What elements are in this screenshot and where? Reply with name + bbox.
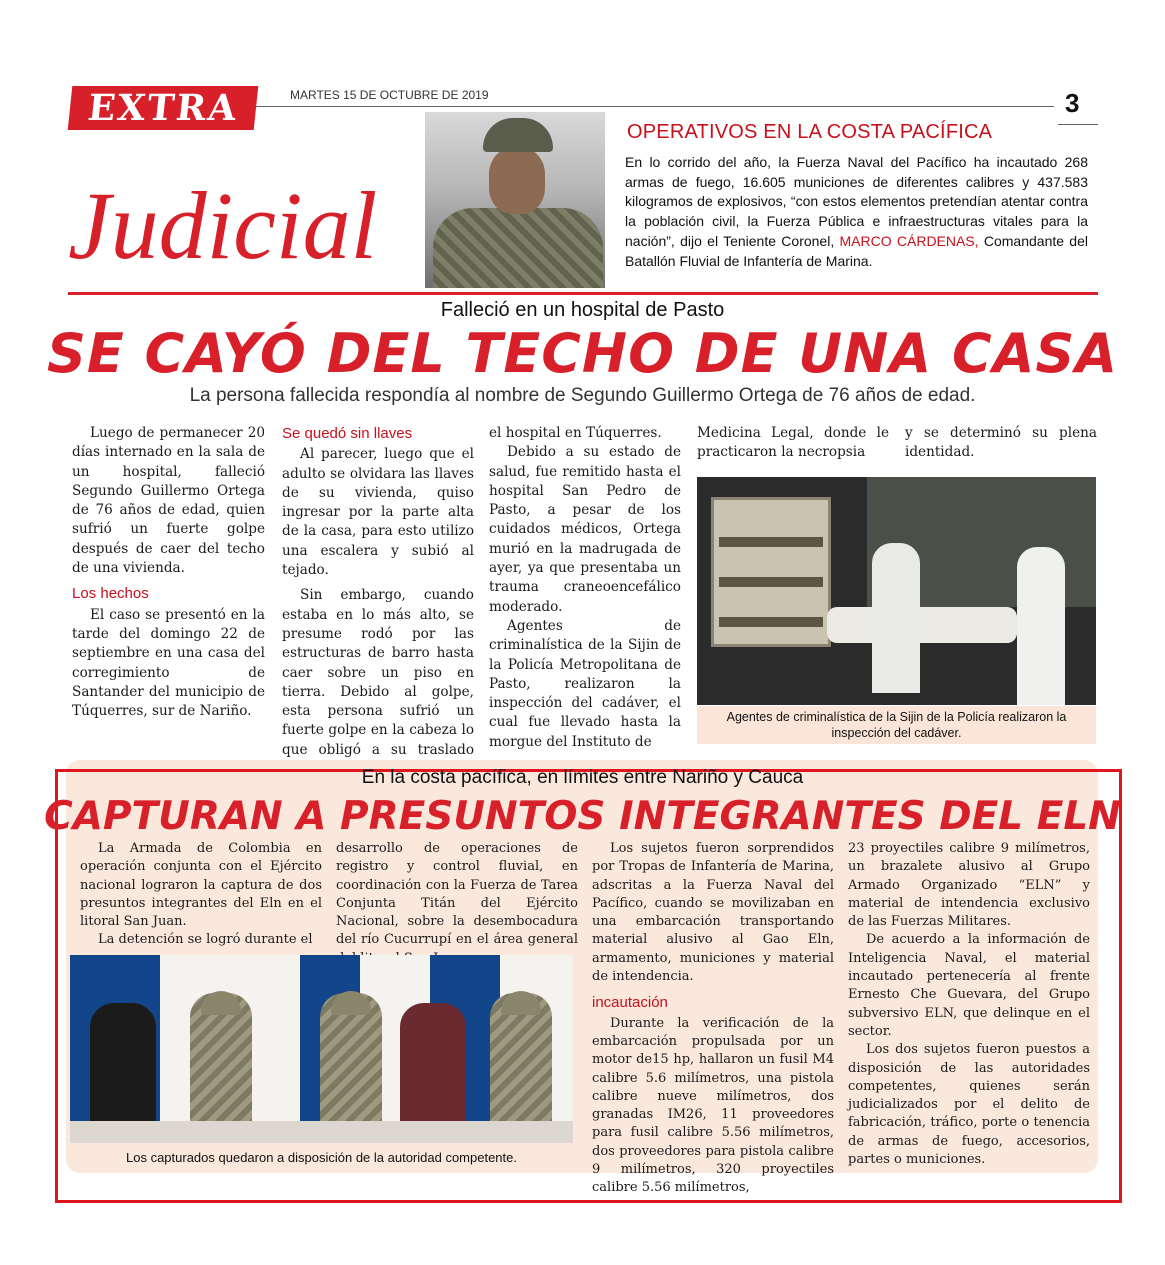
- story1-paragraph: Luego de permanecer 20 días internado en la sala de un hospital, falleció Segundo Guillermo Ortega de 76 años de edad, quien sufrió un fuerte golpe después de caer del techo de una vivienda.: [72, 425, 265, 577]
- story1-paragraph: El caso se presentó en la tarde del domingo 22 de septiembre en una casa del corregimiento de Santander del municipio de Túquerres, sur de Nariño.: [72, 606, 265, 720]
- story2-paragraph: Durante la verificación de la embarcación propulsada por un motor de15 hp, hallaron un fusil M4 calibre 5.6 milímetros, una pistola calibre nueve milímetros, dos granadas IM26, 11 proveedores para fusil calibre 5.56 milímetros, dos proveedores para pistola calibre 9 milímetros, 320 proyectiles calibre 5.56 milímetros,: [592, 1015, 834, 1196]
- story1-subhead: Se quedó sin llaves: [282, 425, 413, 442]
- story2-column-1: [80, 840, 322, 950]
- story2-headline: CAPTURAN A PRESUNTOS INTEGRANTES DEL ELN: [44, 794, 1121, 839]
- story1-column-1: [72, 424, 265, 721]
- extra-logo: EXTRA: [68, 86, 259, 130]
- story1-paragraph: Agentes de criminalística de la Sijin de la Policía Metropolitana de Pasto, realizaron la inspección del cadáver, el cual fue llevado hasta la morgue del Instituto de: [489, 617, 681, 750]
- capture-photo-caption: Los capturados quedaron a disposición de la autoridad competente.: [126, 1150, 517, 1165]
- story2-paragraph: Los dos sujetos fueron puestos a disposición de las autoridades competentes, quienes serán judicializados por el delito de fabricación, tráfico, porte o tenencia de armas de fuego, accesorios, partes o municiones.: [848, 1042, 1090, 1168]
- brief-text-before: En lo corrido del año, la Fuerza Naval del Pacífico ha incautado 268 armas de fuego, 16.605 municiones de diferentes calibres y 437.583 kilogramos de explosivos, “con estos elementos pretendían atentar contra la población civil, la Fuerza Pública e infraestructuras vitales para la nación”, dijo el Teniente Coronel,: [625, 154, 1088, 249]
- issue-date: MARTES 15 DE OCTUBRE DE 2019: [290, 88, 489, 102]
- story2-paragraph: Los sujetos fueron sorprendidos por Tropas de Infantería de Marina, adscritas a la Fuerza Naval del Pacífico, cuando se movilizaban en una embarcación transportando material alusivo al Gao Eln, armamento, municiones y material de intendencia.: [592, 841, 834, 985]
- story1-paragraph: Al parecer, luego que el adulto se olvidara las llaves de su vivienda, quiso ingresar por la parte alta de la casa, para esto utilizo una escalera y subió al tejado.: [282, 446, 474, 579]
- section-rule: [68, 292, 1098, 295]
- story2-paragraph: De acuerdo a la información de Inteligencia Naval, el material incautado pertenecería al frente Ernesto Che Guevara, del Grupo subversivo ELN, que delinque en el sector.: [848, 932, 1090, 1039]
- page-number: 3: [1065, 88, 1080, 118]
- story1-kicker: Falleció en un hospital de Pasto: [440, 299, 725, 321]
- story1-paragraph: Medicina Legal, donde le practicaron la necropsia: [697, 425, 889, 461]
- story1-deck: La persona fallecida respondía al nombre de Segundo Guillermo Ortega de 76 años de edad.: [189, 385, 976, 406]
- brief-text: [625, 153, 1088, 271]
- story1-column-5: [905, 424, 1097, 463]
- story1-paragraph: Sin embargo, cuando estaba en lo más alto, se presume rodó por las estructuras de barro hasta caer sobre un piso en tierra. Debido al golpe, esta persona sufrió un fuerte golpe en la cabeza lo que obligó a su traslado: [282, 587, 474, 758]
- story2-paragraph: desarrollo de operaciones de registro y control fluvial, en coordinación con la Fuerza de Tarea Conjunta Titán del Ejército Nacional, sobre la desembocadura del río Cucurrupí en el área general: [336, 841, 578, 948]
- officer-portrait: [425, 112, 605, 288]
- story2-paragraph: La detención se logró durante el: [98, 932, 313, 948]
- story1-column-3: [489, 424, 681, 752]
- story2-kicker: En la costa pacífica, en límites entre Nariño y Cauca: [361, 767, 804, 788]
- corner-divider: [1058, 124, 1098, 125]
- header-divider: [256, 106, 1054, 107]
- capture-photo: [70, 955, 573, 1143]
- story1-paragraph: y se determinó su plena identidad.: [905, 425, 1097, 461]
- story2-paragraph: La Armada de Colombia en operación conjunta con el Ejército nacional lograron la captura de dos presuntos integrantes del Eln en el litoral San Juan.: [80, 841, 322, 930]
- story2-subhead: incautación: [592, 994, 668, 1012]
- morgue-photo-caption: Agentes de criminalística de la Sijin de la Policía realizaron la inspección del cadáver.: [697, 706, 1096, 744]
- story2-column-4: [848, 840, 1090, 1169]
- story2-paragraph: 23 proyectiles calibre 9 milímetros, un brazalete alusivo al Grupo Armado Organizado “ELN” y material de intendencia exclusivo de las Fuerzas Militares.: [848, 841, 1090, 930]
- brief-title: OPERATIVOS EN LA COSTA PACÍFICA: [627, 121, 993, 143]
- brief-highlight-name: MARCO CÁRDENAS,: [839, 232, 979, 249]
- story1-paragraph: el hospital en Túquerres.: [489, 425, 662, 441]
- story2-column-3: [592, 840, 834, 1198]
- brief-text-after: Comandante del Batallón Fluvial de Infantería de Marina.: [625, 232, 1088, 269]
- story1-subhead: Los hechos: [72, 585, 149, 603]
- section-title: Judicial: [68, 172, 378, 279]
- morgue-photo: [697, 477, 1096, 705]
- story1-paragraph: Debido a su estado de salud, fue remitido hasta el hospital San Pedro de Pasto, a pesar de los cuidados médicos, Ortega murió en la madrugada de ayer, ya que presentaba un trauma craneoencefálico moderado.: [489, 444, 681, 615]
- story2-column-2: [336, 840, 578, 968]
- story1-column-2: [282, 424, 474, 779]
- story1-headline: SE CAYÓ DEL TECHO DE UNA CASA: [46, 322, 1119, 385]
- story1-column-4: [697, 424, 889, 463]
